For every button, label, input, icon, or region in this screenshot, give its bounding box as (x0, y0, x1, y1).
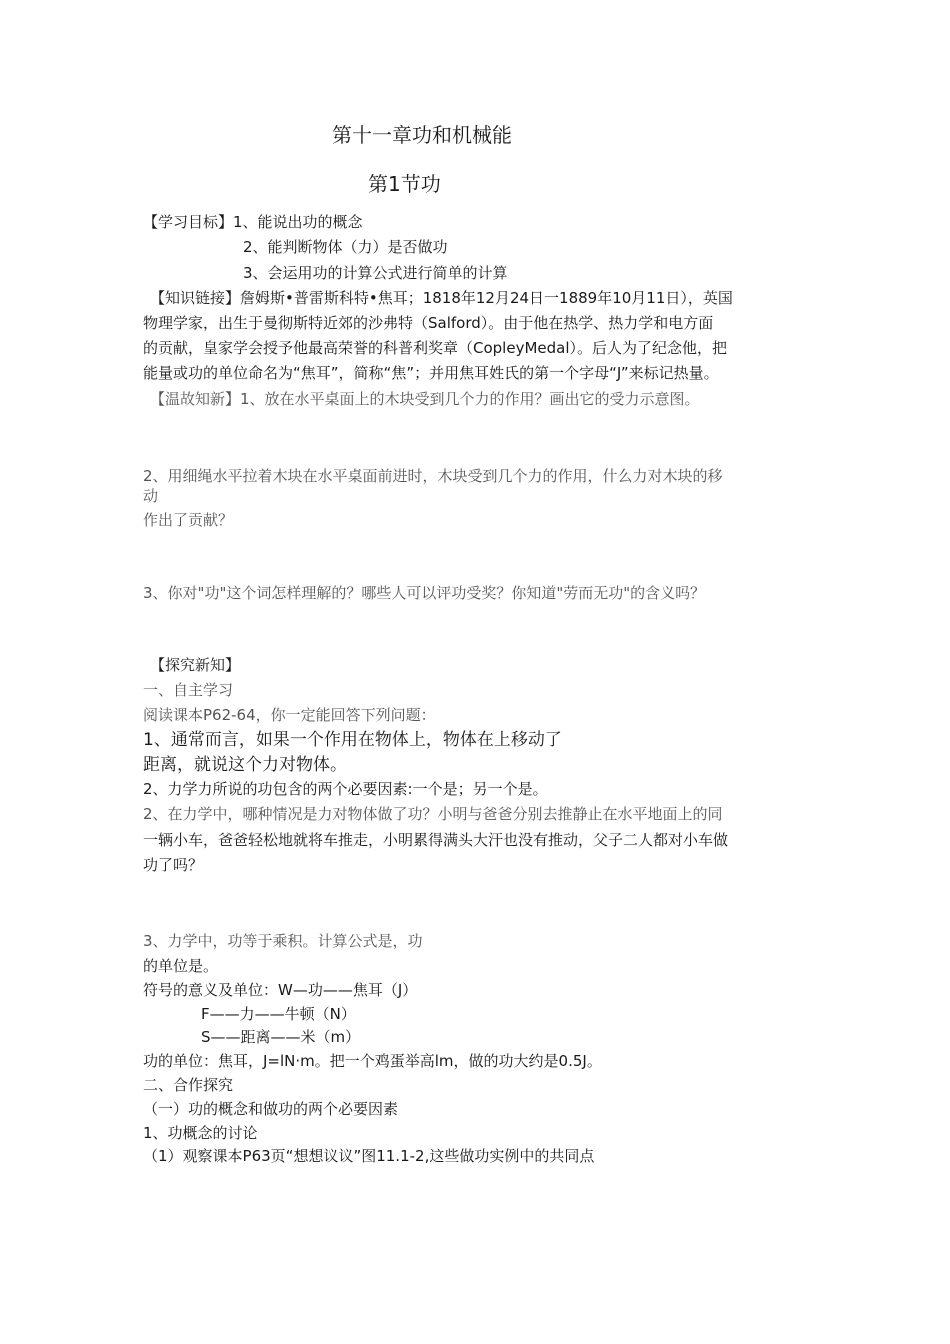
item-2b-line-2: 一辆小车，爸爸轻松地就将车推走，小明累得满头大汗也没有推动，父子二人都对小车做 (143, 831, 729, 849)
cooperative-heading: 二、合作探究 (143, 1076, 234, 1094)
item-2b-line-3: 功了吗？ (143, 856, 204, 874)
review-question-1: 【温故知新】1、放在水平桌面上的木块受到几个力的作用？画出它的受力示意图。 (150, 390, 700, 408)
review-question-3: 3、你对"功"这个词怎样理解的？哪些人可以评功受奖？你知道"劳而无功"的含义吗？ (143, 584, 706, 602)
symbol-force: F——力——牛顿（N） (201, 1005, 356, 1023)
item-2: 2、力学力所说的功包含的两个必要因素:一个是；另一个是。 (143, 780, 548, 798)
self-study-heading: 一、自主学习 (143, 681, 234, 699)
reading-instruction: 阅读课本P62-64，你一定能回答下列问题： (143, 706, 436, 724)
explore-heading: 【探究新知】 (150, 656, 241, 674)
learning-goal-3: 3、会运用功的计算公式进行简单的计算 (243, 264, 508, 282)
knowledge-link-line-3: 的贡献，皇家学会授予他最高荣誉的科普利奖章（CopleyMedal）。后人为了纪念他，把 (143, 339, 728, 357)
item-1-line-2: 距离，就说这个力对物体。 (143, 755, 347, 775)
knowledge-link-line-1: 【知识链接】詹姆斯•普雷斯科特•焦耳；1818年12月24日一1889年10月11日），英国 (150, 289, 733, 307)
learning-goal-1: 【学习目标】1、能说出功的概念 (143, 213, 363, 231)
sub-heading-1: （一）功的概念和做功的两个必要因素 (143, 1100, 399, 1118)
unit-note: 功的单位：焦耳，J=lN·m。把一个鸡蛋举高lm，做的功大约是0.5J。 (143, 1052, 602, 1070)
knowledge-link-line-4: 能量或功的单位命名为“焦耳”，简称“焦”；并用焦耳姓氏的第一个字母“J”来标记热量。 (143, 364, 719, 382)
sub-item-1: 1、功概念的讨论 (143, 1124, 258, 1142)
item-3-line-2: 的单位是。 (143, 957, 219, 975)
chapter-title: 第十一章功和机械能 (332, 123, 512, 147)
section-title: 第1节功 (368, 172, 441, 196)
review-question-2-line-3: 作出了贡献？ (143, 511, 234, 529)
item-3-line-1: 3、力学中，功等于乘积。计算公式是，功 (143, 932, 423, 950)
item-1-line-1: 1、通常而言，如果一个作用在物体上，物体在上移动了 (143, 730, 562, 750)
sub-observation: （1）观察课本P63页“想想议议”图11.1-2,这些做功实例中的共同点 (143, 1147, 595, 1165)
symbol-distance: S——距离——米（m） (201, 1028, 361, 1046)
review-question-2-line-1: 2、用细绳水平拉着木块在水平桌面前进时，木块受到几个力的作用，什么力对木块的移 (143, 467, 723, 485)
knowledge-link-line-2: 物理学家，出生于曼彻斯特近郊的沙弗特（Salford）。由于他在热学、热力学和电方面 (143, 314, 714, 332)
item-2b-line-1: 2、在力学中，哪种情况是力对物体做了功？小明与爸爸分别去推静止在水平地面上的同 (143, 805, 723, 823)
symbols-heading: 符号的意义及单位：W—功——焦耳（J） (143, 981, 418, 999)
review-question-2-line-2: 动 (143, 487, 159, 505)
learning-goal-2: 2、能判断物体（力）是否做功 (243, 238, 448, 256)
